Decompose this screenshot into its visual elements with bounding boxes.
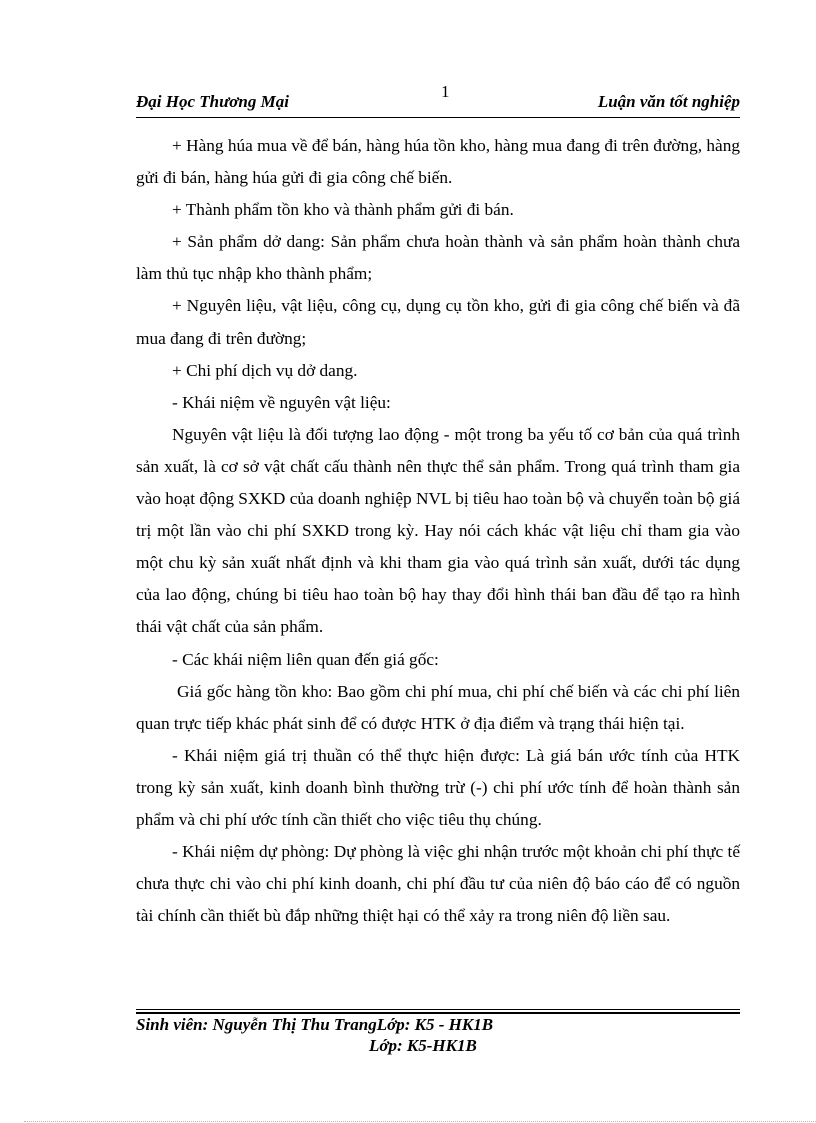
paragraph: - Khái niệm dự phòng: Dự phòng là việc ghi nhận trước một khoản chi phí thực tế chưa thực chi vào chi phí kinh doanh, chi phí đầu tư của niên độ báo cáo để có nguồn tài chính cần thiết bù đắp những thiệt hại có thể xảy ra trong niên độ liền sau.	[136, 842, 740, 926]
paragraph: - Các khái niệm liên quan đến giá gốc:	[172, 649, 439, 669]
paragraph: + Nguyên liệu, vật liệu, công cụ, dụng cụ tồn kho, gửi đi gia công chế biến và đã mua đang đi trên đường;	[136, 296, 740, 348]
page-number: 1	[441, 82, 450, 101]
header-rule	[136, 117, 740, 118]
header-document-type: Luận văn tốt nghiệp	[597, 92, 740, 111]
page-footer	[136, 1014, 740, 1056]
paragraph: - Khái niệm về nguyên vật liệu:	[172, 392, 391, 412]
paragraph: - Khái niệm giá trị thuần có thể thực hiện được: Là giá bán ước tính của HTK trong kỳ sản xuất, kinh doanh bình thường trừ (-) chi phí ước tính để hoàn thành sản phẩm và chi phí ước tính cần thiết cho việc tiêu thụ chúng.	[136, 745, 740, 829]
paragraph: Giá gốc hàng tồn kho: Bao gồm chi phí mua, chi phí chế biến và các chi phí liên quan trực tiếp khác phát sinh để có được HTK ở địa điểm và trạng thái hiện tại.	[136, 681, 740, 733]
header-university: Đại Học Thương Mại	[136, 92, 289, 111]
paragraph: + Thành phẩm tồn kho và thành phẩm gửi đi bán.	[172, 200, 514, 220]
page-edge-divider	[24, 1121, 816, 1122]
paragraph: + Hàng húa mua về để bán, hàng húa tồn kho, hàng mua đang đi trên đường, hàng gửi đi bán, hàng húa gửi đi gia công chế biến.	[136, 136, 740, 188]
footer-rule-thin	[136, 1009, 740, 1010]
paragraph: + Chi phí dịch vụ dở dang.	[172, 360, 358, 380]
paragraph: Nguyên vật liệu là đối tượng lao động - một trong ba yếu tố cơ bản của quá trình sản xuất, là cơ sở vật chất cấu thành nên thực thể sản phẩm. Trong quá trình tham gia vào hoạt động SXKD của doanh nghiệp NVL bị tiêu hao toàn bộ và chuyển toàn bộ giá trị một lần vào chi phí SXKD trong kỳ. Hay nói cách khác vật liệu chỉ tham gia vào một chu kỳ sản xuất nhất định và khi tham gia vào quá trình sản xuất, dưới tác dụng của lao động, chúng bi tiêu hao toàn bộ hay thay đổi hình thái ban đầu để tạo ra hình thái vật chất của sản phẩm.	[136, 424, 740, 637]
footer-class: Lớp: K5-HK1B	[369, 1036, 477, 1055]
footer-student: Sinh viên: Nguyễn Thị Thu TrangLớp: K5 - HK1B	[136, 1015, 494, 1034]
paragraph: + Sản phẩm dở dang: Sản phẩm chưa hoàn thành và sản phẩm hoàn thành chưa làm thủ tục nhập kho thành phẩm;	[136, 232, 740, 284]
page-header	[136, 92, 740, 116]
body-text	[136, 130, 740, 932]
